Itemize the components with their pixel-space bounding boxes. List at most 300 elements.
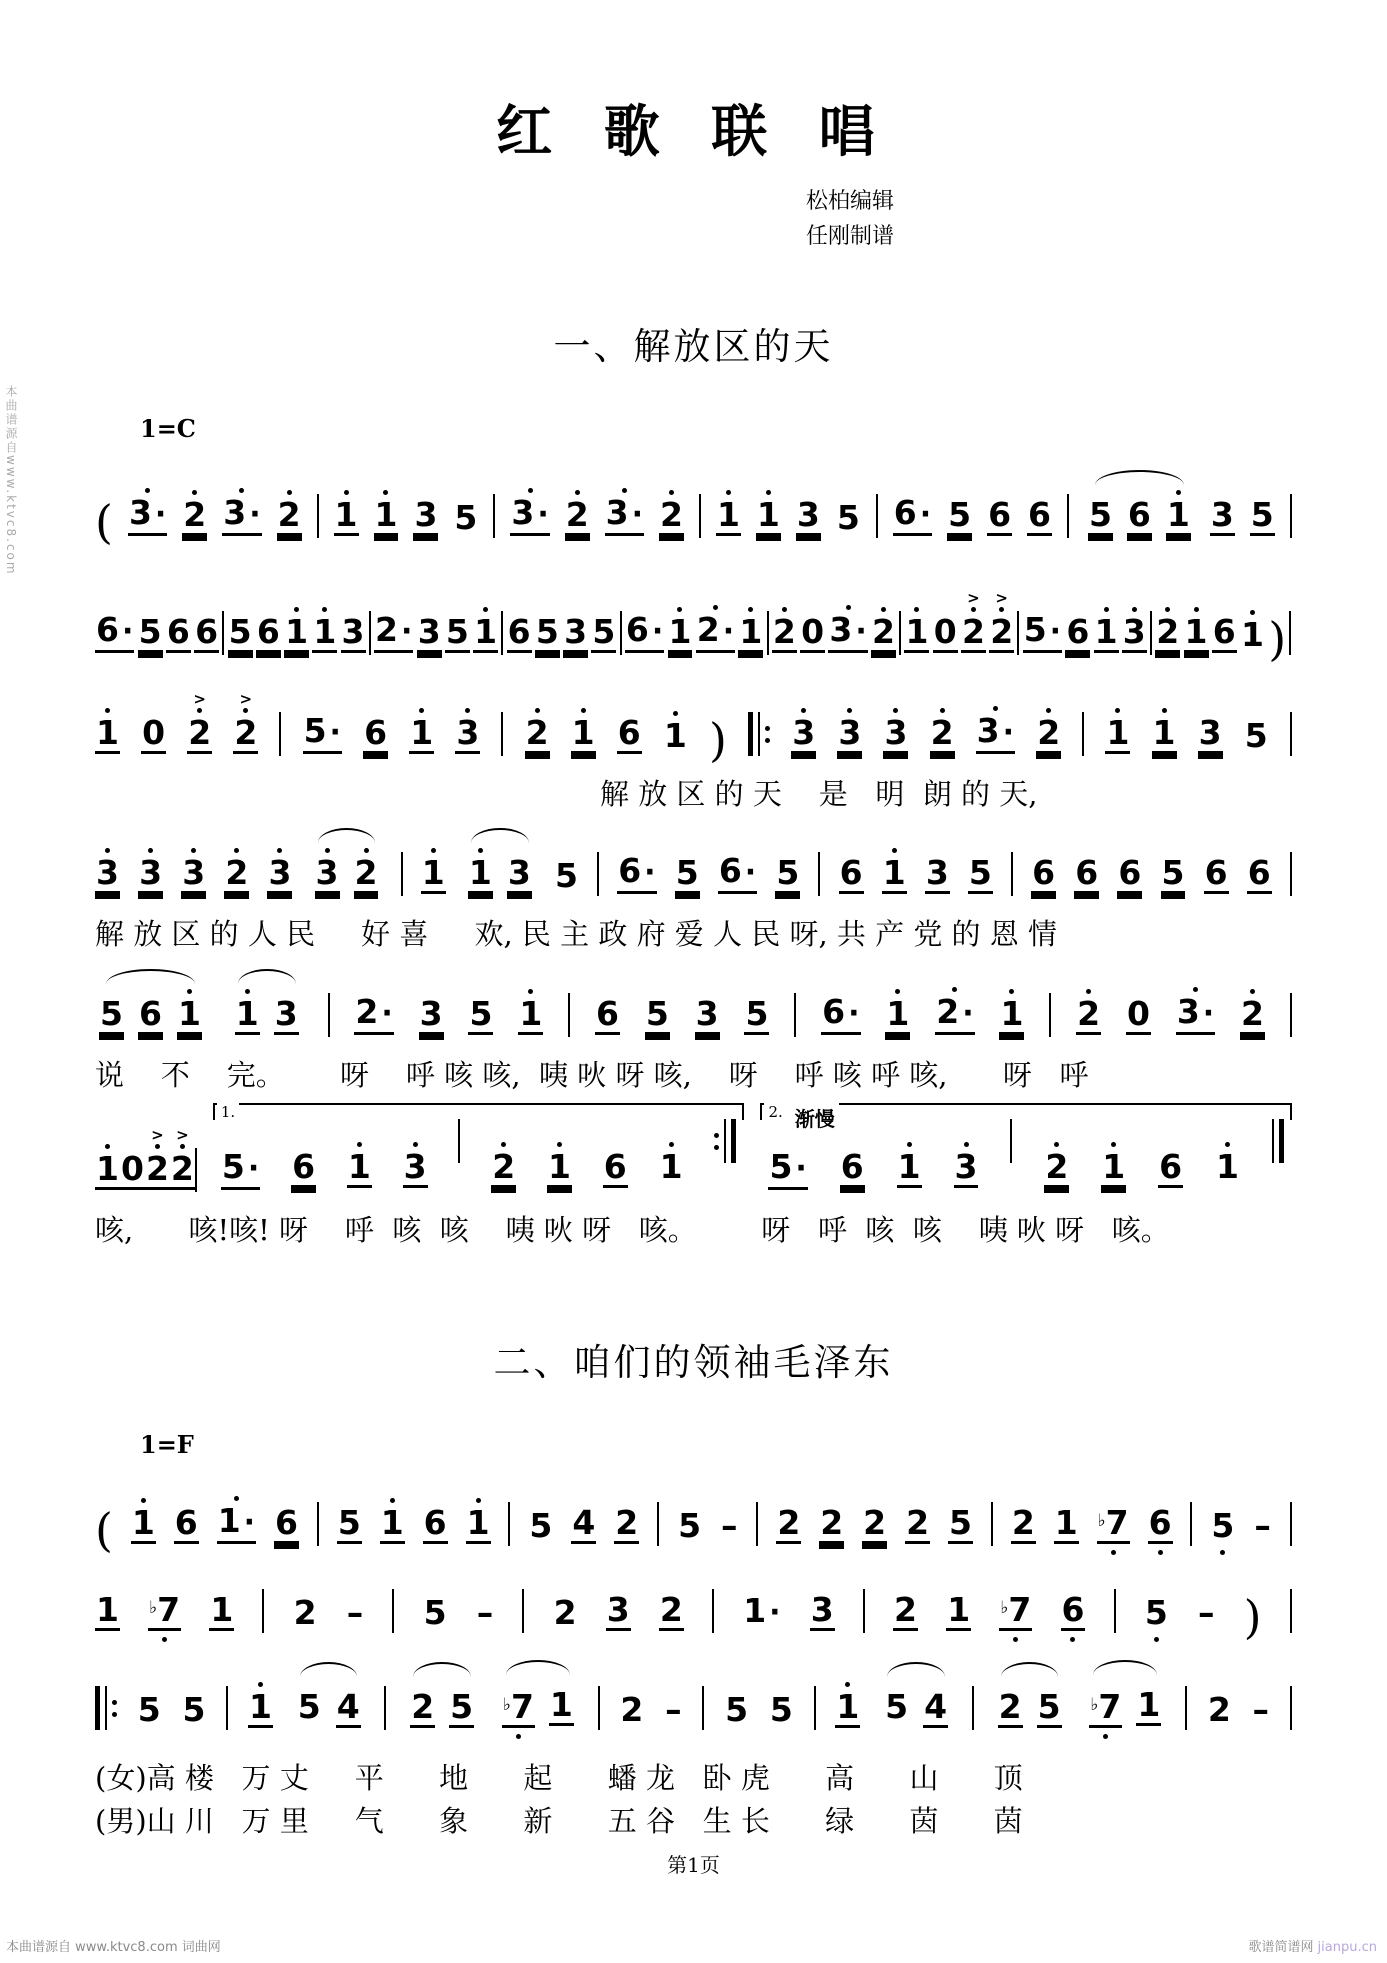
octave-dot-above	[1132, 584, 1137, 614]
note: 1	[738, 584, 763, 669]
note: 3	[796, 495, 820, 535]
barline-icon	[262, 1589, 264, 1633]
octave-dot-above	[669, 467, 674, 497]
note: 2	[930, 685, 955, 770]
note: 6	[603, 1147, 627, 1187]
note: ♭7	[148, 1560, 181, 1647]
barline-icon	[794, 993, 796, 1037]
octave-dot-above	[845, 1659, 850, 1689]
barline-icon	[226, 1686, 228, 1730]
note: 2	[615, 1503, 639, 1543]
watermark-bottom-right	[1249, 1936, 1377, 1955]
note: 2	[293, 1593, 317, 1633]
note: 3 ·	[605, 465, 644, 552]
note: 5	[554, 855, 578, 895]
note: > 2	[187, 685, 212, 770]
note: 3 ·	[828, 582, 867, 669]
note: 5	[182, 1690, 206, 1730]
volta-bracket-1	[213, 1103, 745, 1206]
slur-group	[1085, 1657, 1165, 1744]
barline-icon	[657, 1502, 659, 1546]
note: 1	[380, 1475, 405, 1560]
barline-icon	[317, 1502, 319, 1546]
barline-icon	[991, 1502, 993, 1546]
octave-dot-above	[713, 582, 718, 612]
note: 3	[837, 685, 862, 770]
note: 3	[606, 1590, 630, 1630]
octave-dot-above	[141, 1475, 146, 1505]
note: 6	[1118, 852, 1142, 892]
octave-dot-above	[277, 825, 282, 855]
note: ♭7	[502, 1657, 535, 1744]
note: 6	[1127, 495, 1151, 535]
octave-dot-above	[344, 467, 349, 497]
barline-icon	[384, 1686, 386, 1730]
accent-icon: >	[151, 1121, 164, 1151]
note: 2	[772, 584, 797, 669]
note: 1	[235, 966, 260, 1051]
note: 3	[507, 852, 531, 892]
barline-icon	[1011, 852, 1013, 896]
octave-dot-above	[847, 685, 852, 715]
barline-icon	[95, 1686, 117, 1730]
note: 5	[445, 612, 469, 652]
song1-key-signature: 1=C	[140, 414, 196, 444]
note: 5	[529, 1506, 553, 1546]
volta-bracket-2	[760, 1103, 1292, 1206]
octave-dot-above	[383, 467, 388, 497]
barline-icon	[522, 1589, 524, 1633]
barline-icon	[1049, 993, 1051, 1037]
note: 2 ·	[354, 964, 393, 1051]
barline-icon	[1290, 494, 1292, 538]
note: > 2	[145, 1121, 170, 1206]
octave-dot-above	[766, 467, 771, 497]
note: 5 ·	[221, 1119, 260, 1206]
octave-dot-above	[1086, 966, 1091, 996]
note: 1	[421, 825, 446, 910]
note: 1	[312, 584, 337, 669]
barline-icon	[1017, 611, 1019, 655]
note: 3	[274, 993, 298, 1033]
lyrics-line: 解 放 区 的 天 是 明 朗 的 天,	[600, 777, 1038, 812]
note: 1	[904, 584, 929, 669]
barline-icon	[1289, 611, 1291, 655]
lyrics-line: 解 放 区 的 人 民 好 喜 欢, 民 主 政 府 爱 人 民 呀, 共 产 党 的 恩 情	[95, 916, 1057, 951]
note: 2	[1240, 966, 1265, 1051]
credit-transcriber: 任刚制谱	[805, 224, 894, 250]
octave-dot-above	[581, 685, 586, 715]
note: ♭7	[1089, 1657, 1122, 1744]
note: 1	[659, 1119, 684, 1206]
octave-dot-above	[673, 688, 678, 718]
note: 6	[1247, 852, 1271, 892]
note: 3 ·	[128, 465, 167, 552]
octave-dot-above	[726, 467, 731, 497]
note: 1	[518, 966, 543, 1051]
barline-icon	[1290, 712, 1292, 756]
barline-icon	[756, 1502, 758, 1546]
note: 5	[1210, 1478, 1235, 1560]
barline-icon	[1150, 611, 1152, 655]
note: 6	[195, 612, 219, 652]
octave-dot-below	[1103, 1728, 1108, 1744]
barline-icon	[508, 1502, 510, 1546]
page-number: 第1页	[667, 1852, 720, 1877]
octave-dot-above	[964, 1119, 969, 1149]
slur-group	[1084, 467, 1195, 552]
note: 5	[836, 498, 860, 538]
note: 5 ·	[768, 1119, 807, 1206]
note: 5	[769, 1690, 793, 1730]
note: 2	[224, 825, 249, 910]
lyrics-line: 说 不 完。 呀 呼 咳 咳, 咦 吙 呀 咳, 呀 呼 咳 呼 咳, 呀 呼	[95, 1057, 1089, 1092]
note: 1	[999, 966, 1024, 1051]
barline-icon	[712, 1589, 714, 1633]
note: 5	[1088, 495, 1112, 535]
octave-dot-above	[431, 825, 436, 855]
note: 5	[1037, 1687, 1061, 1727]
octave-dot-above	[192, 467, 197, 497]
note: 1	[374, 467, 399, 552]
barline-icon	[458, 1119, 460, 1163]
octave-dot-below	[1070, 1631, 1075, 1647]
barline-icon	[369, 611, 371, 655]
octave-dot-above	[501, 1119, 506, 1149]
slur-group	[293, 1659, 365, 1744]
barline-icon	[818, 852, 820, 896]
note: 6	[1212, 612, 1236, 652]
barline-icon	[1272, 1119, 1284, 1163]
note: 2	[906, 1503, 930, 1543]
barline-icon	[714, 1119, 736, 1163]
octave-dot-above	[148, 825, 153, 855]
note: 3 ·	[1176, 964, 1215, 1051]
note: 5	[675, 852, 699, 892]
note: 2	[777, 1503, 801, 1543]
octave-dot-above	[294, 584, 299, 614]
slur-group	[880, 1659, 952, 1744]
note: > 2	[961, 584, 986, 669]
note: –	[665, 1690, 682, 1730]
note: 2	[659, 467, 684, 552]
note: 1	[131, 1475, 156, 1560]
note: 3	[138, 825, 163, 910]
barline-icon	[1290, 993, 1292, 1037]
watermark-site-domain: jianpu.cn	[1317, 1940, 1377, 1955]
barline-icon	[401, 852, 403, 896]
octave-dot-above	[1225, 1119, 1230, 1149]
note: 5	[228, 612, 252, 652]
octave-dot-above	[1165, 584, 1170, 614]
barline-icon	[279, 712, 281, 756]
note: 1	[466, 1475, 491, 1560]
octave-dot-above	[465, 685, 470, 715]
barline-icon	[863, 1589, 865, 1633]
note: 5	[1144, 1565, 1169, 1647]
octave-dot-above	[419, 685, 424, 715]
note: 1	[1184, 584, 1209, 669]
barline-icon	[568, 993, 570, 1037]
song1-title: 一、解放区的天	[553, 325, 834, 369]
octave-dot-above	[287, 467, 292, 497]
note: 2	[863, 1503, 887, 1543]
note: 5	[450, 1687, 474, 1727]
note: 5	[776, 852, 800, 892]
octave-dot-above	[1193, 964, 1198, 994]
note: 6	[275, 1503, 298, 1543]
note: 2	[565, 467, 590, 552]
note: 5	[100, 993, 123, 1033]
slur-group	[464, 825, 536, 910]
note: 1	[1152, 685, 1177, 770]
note: 3	[341, 612, 365, 652]
barline-icon	[1290, 1686, 1292, 1730]
note: 6	[166, 612, 190, 652]
note: 6	[1075, 852, 1099, 892]
octave-dot-above	[782, 584, 787, 614]
note: 6	[1204, 852, 1228, 892]
barline-icon	[1290, 852, 1292, 896]
octave-dot-above	[1194, 584, 1199, 614]
octave-dot-above	[1009, 966, 1014, 996]
octave-dot-above	[357, 1119, 362, 1149]
note: 3	[810, 1590, 834, 1630]
accent-icon: >	[240, 685, 253, 715]
barline-icon	[814, 1686, 816, 1730]
note: 6	[1032, 852, 1056, 892]
barline-icon	[195, 1148, 197, 1192]
note: 5	[948, 1503, 972, 1543]
note: 1	[284, 584, 309, 669]
octave-dot-below	[1013, 1631, 1018, 1647]
octave-dot-above	[1104, 584, 1109, 614]
note: 2 ·	[935, 964, 974, 1051]
lyrics-line-female: (女)高 楼 万 丈 平 地 起 蟠 龙 卧 虎 高 山 顶	[95, 1761, 1023, 1796]
octave-dot-above	[952, 964, 957, 994]
note: 1	[756, 467, 781, 552]
octave-dot-above	[413, 1119, 418, 1149]
octave-dot-above	[528, 465, 533, 495]
note: ♭7	[999, 1560, 1032, 1647]
page-title: 红 歌 联 唱	[496, 99, 891, 165]
octave-dot-above	[801, 685, 806, 715]
octave-dot-below	[1158, 1544, 1163, 1560]
octave-dot-above	[1250, 966, 1255, 996]
slur-group	[231, 966, 303, 1051]
barline-icon	[1290, 1502, 1292, 1546]
octave-dot-above	[940, 685, 945, 715]
note: 2	[1011, 1503, 1035, 1543]
barline-icon	[597, 852, 599, 896]
octave-dot-above	[1046, 685, 1051, 715]
note: 6	[839, 852, 863, 892]
note: 3	[1210, 495, 1234, 535]
note: 2	[620, 1690, 644, 1730]
barline-icon	[501, 611, 503, 655]
note: 3	[695, 993, 719, 1033]
note: 5 ·	[303, 683, 342, 770]
barline-icon	[702, 1686, 704, 1730]
note: ♭7	[1097, 1473, 1130, 1560]
note: 6 ·	[95, 582, 134, 669]
note: 2	[1076, 966, 1101, 1051]
music-line	[95, 465, 1292, 552]
note: 1	[663, 688, 688, 770]
octave-dot-above	[914, 584, 919, 614]
volta-label: 1.	[217, 1103, 239, 1121]
note: 2	[491, 1119, 516, 1206]
accent-icon: >	[193, 685, 206, 715]
octave-dot-above	[239, 465, 244, 495]
octave-dot-above	[1054, 1119, 1059, 1149]
watermark-left-vertical: 本曲谱源自www.ktvc8.com	[4, 385, 18, 576]
barline-icon	[972, 1686, 974, 1730]
note: 5	[138, 612, 162, 652]
accent-icon: >	[995, 584, 1008, 614]
note: 3	[455, 685, 480, 770]
music-line	[95, 823, 1292, 910]
note: 3 ·	[976, 683, 1015, 770]
note: 1	[1094, 584, 1119, 669]
note: 6	[1159, 1147, 1183, 1187]
note: 1	[96, 1590, 119, 1630]
note: 6	[364, 713, 388, 753]
note: 5	[1244, 716, 1268, 756]
music-line	[95, 582, 1292, 669]
note: 2	[525, 685, 550, 770]
note: –	[346, 1593, 364, 1633]
note: 1	[716, 467, 741, 552]
note: 1	[1137, 1685, 1161, 1725]
note: 5	[1161, 852, 1185, 892]
note: 1	[177, 966, 202, 1051]
note: 6	[507, 612, 531, 652]
note: –	[720, 1506, 738, 1546]
note: 3	[564, 612, 588, 652]
barline-icon	[876, 494, 878, 538]
note: 5	[948, 495, 972, 535]
note: 2	[182, 467, 207, 552]
note: 5 ·	[1023, 582, 1062, 669]
music-line	[95, 964, 1292, 1051]
note: 3	[1122, 584, 1147, 669]
note: 3	[181, 825, 206, 910]
barline-icon	[620, 611, 622, 655]
barline-icon	[1185, 1686, 1187, 1730]
accent-icon: >	[176, 1121, 189, 1151]
note: 2	[894, 1590, 918, 1630]
music-line	[95, 1560, 1292, 1647]
octave-dot-above	[1115, 685, 1120, 715]
note: 3	[95, 825, 120, 910]
note: 6	[256, 612, 280, 652]
lyrics-line: 咳, 咳!咳! 呀 呼 咳 咳 咦 吙 呀 咳。 呀 呼 咳 咳 咦 吙 呀 咳。	[95, 1213, 1170, 1248]
barline-icon	[899, 611, 901, 655]
octave-dot-above	[478, 825, 483, 855]
note: 6	[988, 495, 1012, 535]
note: 1	[95, 685, 120, 770]
note: 1	[549, 1685, 573, 1725]
volta-label: 2. 渐慢	[764, 1103, 838, 1132]
note: 2 ·	[374, 582, 413, 669]
note: 2	[553, 1593, 577, 1633]
octave-dot-above	[881, 584, 886, 614]
note: 1	[347, 1119, 372, 1206]
note: 3	[1198, 713, 1222, 753]
barline-icon	[1082, 712, 1084, 756]
note: 1	[897, 1119, 922, 1206]
note: 3	[954, 1119, 979, 1206]
barline-icon	[767, 611, 769, 655]
note: 6	[138, 993, 162, 1033]
slur-group	[406, 1659, 478, 1744]
octave-dot-above	[893, 685, 898, 715]
note: 3	[419, 993, 443, 1033]
octave-dot-above	[191, 825, 196, 855]
octave-dot-above	[528, 966, 533, 996]
music-line	[95, 1657, 1292, 1744]
octave-dot-above	[105, 685, 110, 715]
note: 0	[801, 612, 825, 652]
octave-dot-above	[1162, 685, 1167, 715]
note: 1	[210, 1590, 234, 1630]
note: 1	[248, 1659, 273, 1744]
note: 1	[1054, 1503, 1078, 1543]
octave-dot-above	[390, 1475, 395, 1505]
note: 1	[409, 685, 434, 770]
note: 3	[267, 825, 292, 910]
octave-dot-above	[322, 584, 327, 614]
music-line	[95, 1473, 1292, 1560]
note: 5	[885, 1687, 909, 1727]
note: 2	[998, 1687, 1022, 1727]
note: 5	[454, 498, 478, 538]
note: 3	[925, 852, 949, 892]
octave-dot-below	[162, 1631, 167, 1647]
paren: (	[95, 495, 113, 550]
watermark-bottom-left: 本曲谱源自 www.ktvc8.com 词曲网	[6, 1940, 221, 1955]
note: 2	[1207, 1690, 1231, 1730]
paren: )	[1243, 1590, 1262, 1645]
credit-editor: 松柏编辑	[805, 189, 894, 214]
octave-dot-above	[557, 1119, 562, 1149]
note: 1	[473, 584, 498, 669]
note: 4	[572, 1503, 596, 1543]
barline-icon	[1067, 494, 1069, 538]
note: 0	[933, 612, 957, 652]
note: 1	[1215, 1119, 1240, 1206]
note: –	[476, 1593, 494, 1633]
note: 1	[334, 467, 359, 552]
barline-icon	[1114, 1589, 1116, 1633]
note: 2	[820, 1503, 844, 1543]
note: 5	[423, 1593, 447, 1633]
note: 3 ·	[222, 465, 261, 552]
note: 1 ·	[217, 1473, 256, 1560]
note: 1	[885, 966, 910, 1051]
octave-dot-above	[483, 584, 488, 614]
note: 5	[725, 1690, 749, 1730]
octave-dot-above	[364, 825, 369, 855]
note: 5	[297, 1687, 321, 1727]
note: 1	[1105, 685, 1130, 770]
octave-dot-above	[892, 825, 897, 855]
note: 3	[417, 612, 441, 652]
note: 1	[1240, 587, 1265, 669]
octave-dot-above	[234, 1473, 239, 1503]
octave-dot-above	[105, 825, 110, 855]
